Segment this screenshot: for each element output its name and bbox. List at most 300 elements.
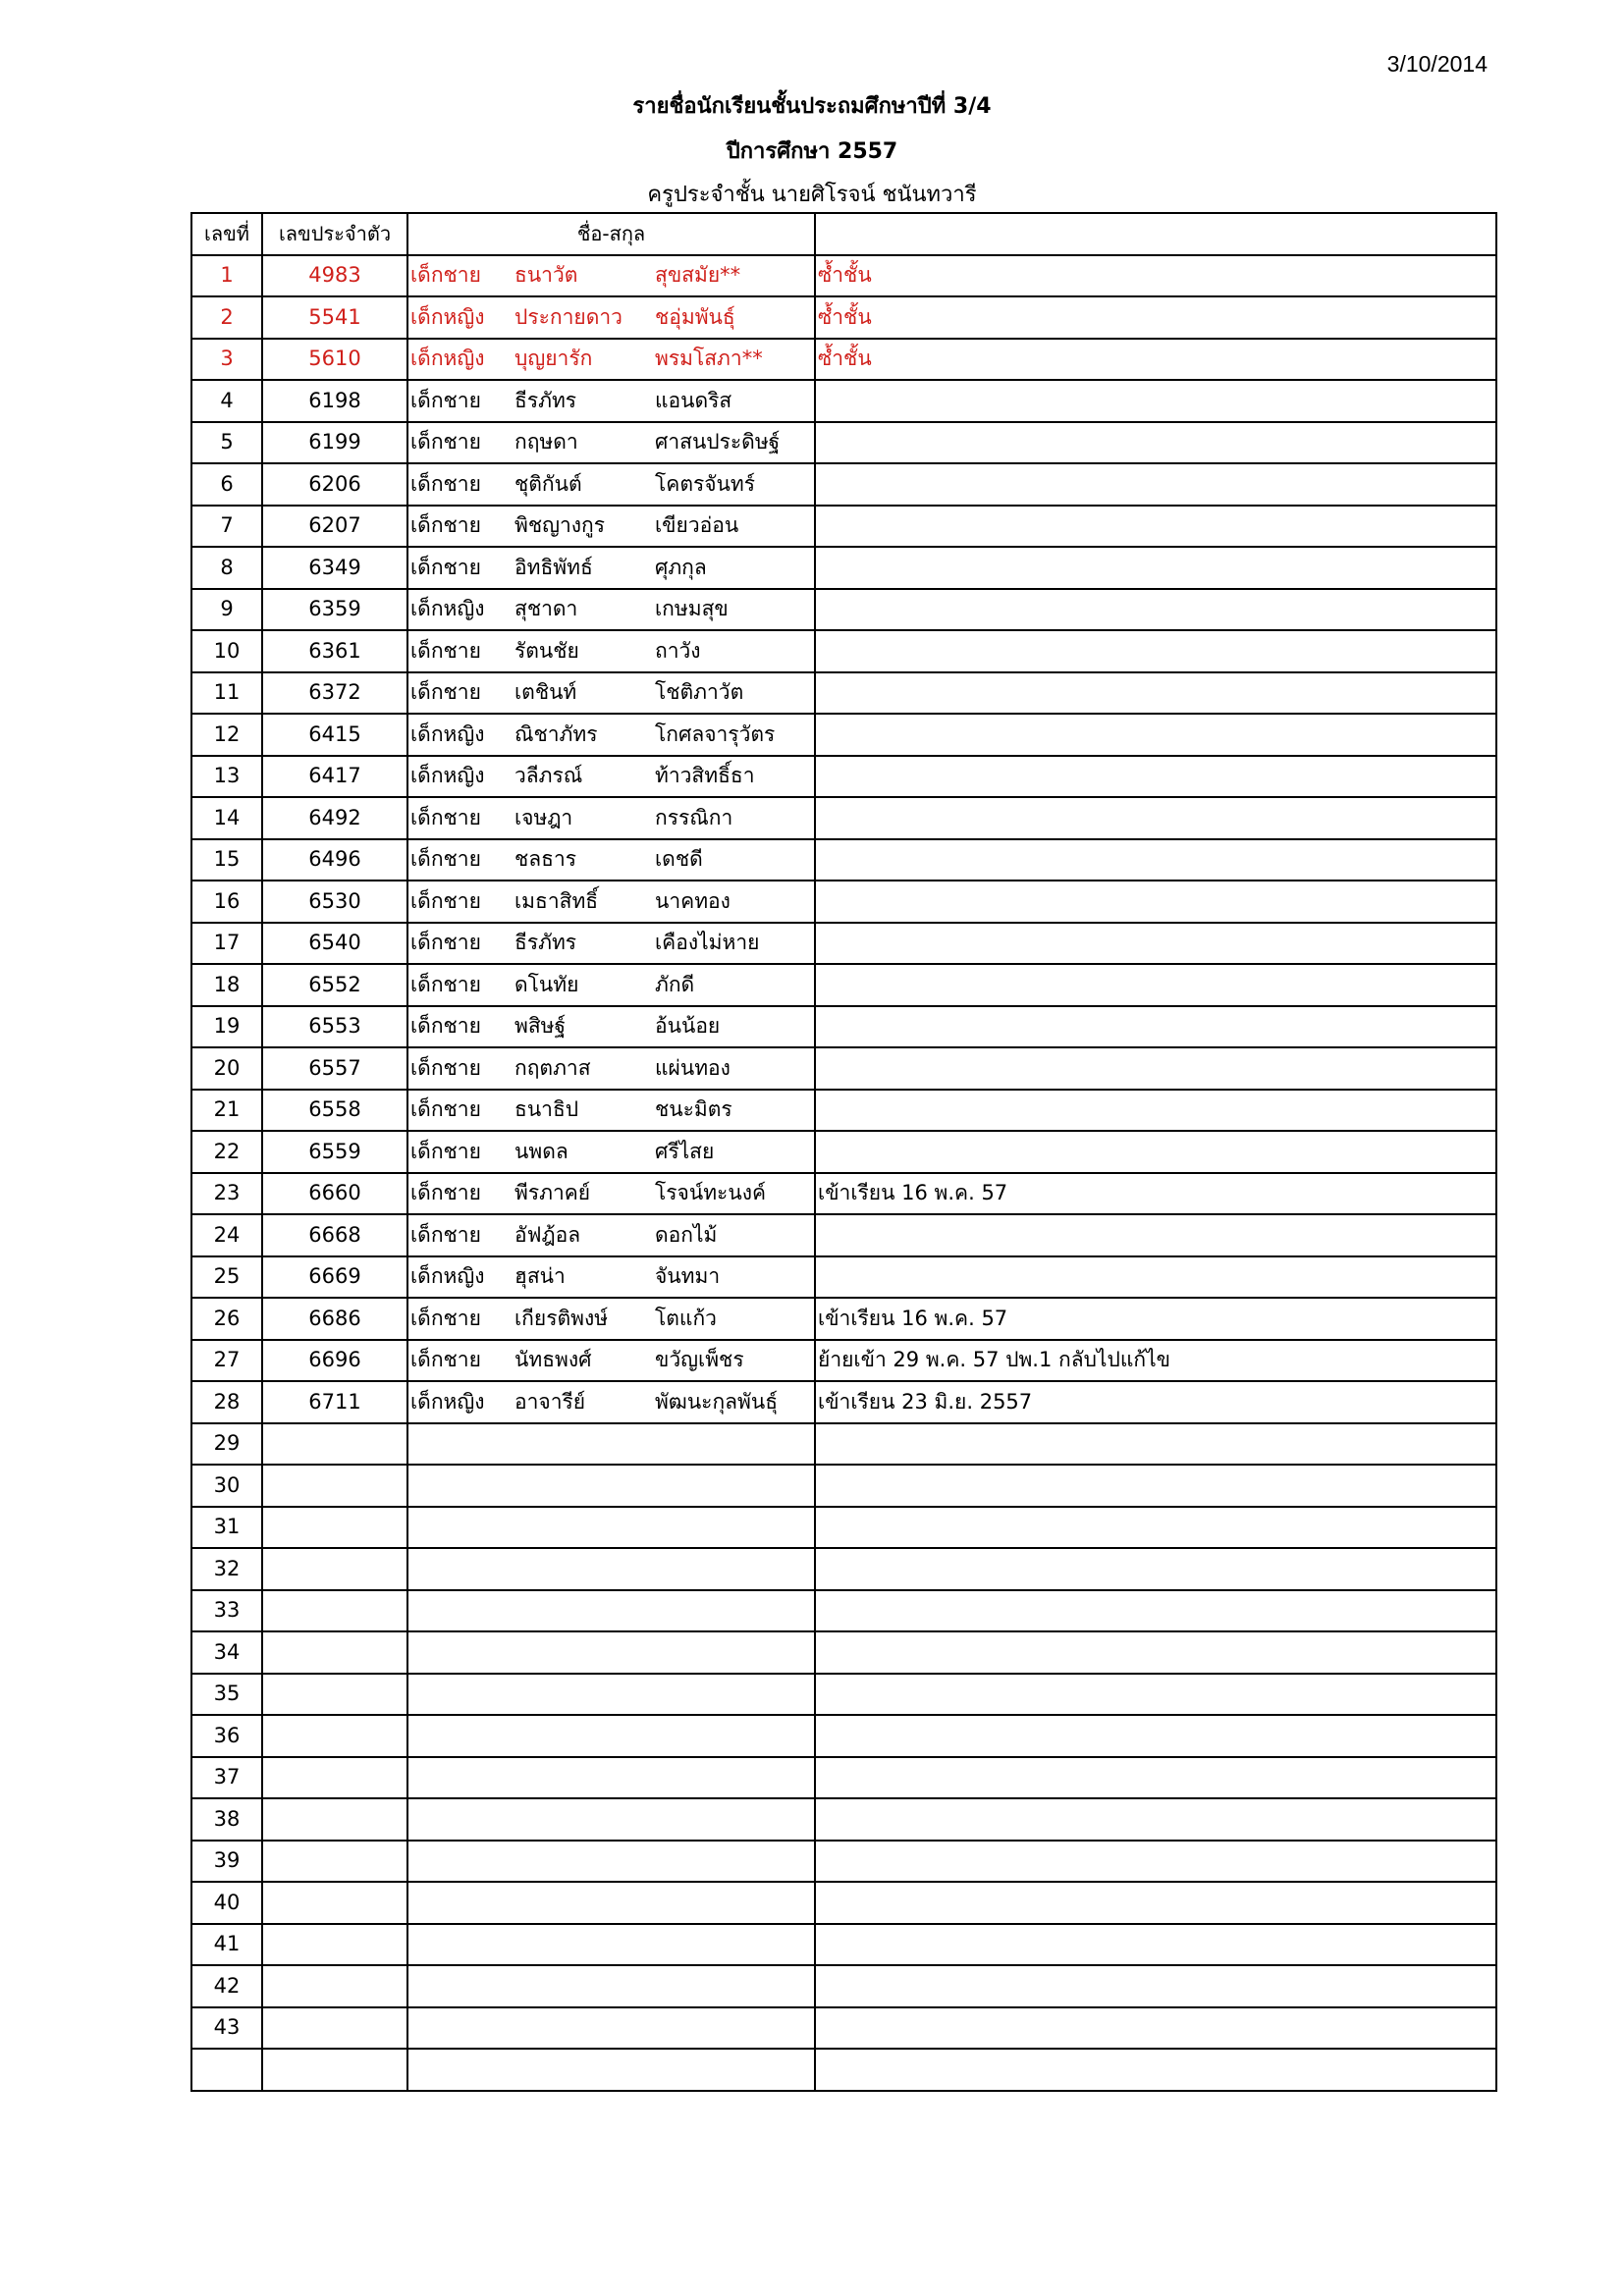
table-row xyxy=(191,1256,1496,1299)
cell-prefix: เด็กชาย xyxy=(407,881,511,923)
cell-prefix: เด็กหญิง xyxy=(407,296,511,339)
table-row xyxy=(191,630,1496,672)
cell-prefix: เด็กชาย xyxy=(407,1047,511,1090)
cell-note xyxy=(815,1841,1496,1883)
cell-first-name: อาจารีย์ xyxy=(511,1381,651,1423)
cell-last-name: โชติภาวัต xyxy=(651,672,815,715)
cell-student-id: 6559 xyxy=(262,1131,407,1173)
table-row xyxy=(191,380,1496,422)
table-row xyxy=(191,1924,1496,1966)
table-row xyxy=(191,1798,1496,1841)
cell-no: 22 xyxy=(191,1131,262,1173)
cell-student-id xyxy=(262,1965,407,2007)
cell-no: 43 xyxy=(191,2007,262,2050)
cell-first-name: ดโนทัย xyxy=(511,964,651,1006)
cell-no: 4 xyxy=(191,380,262,422)
table-row xyxy=(191,714,1496,756)
cell-student-id: 6552 xyxy=(262,964,407,1006)
cell-last-name: โตแก้ว xyxy=(651,1298,815,1340)
cell-note xyxy=(815,380,1496,422)
cell-no: 23 xyxy=(191,1173,262,1215)
cell-last-name: ขวัญเพ็ชร xyxy=(651,1340,815,1382)
print-date: 3/10/2014 xyxy=(1386,51,1488,77)
table-row xyxy=(191,1465,1496,1507)
cell-no: 12 xyxy=(191,714,262,756)
cell-first-name: เกียรติพงษ์ xyxy=(511,1298,651,1340)
cell-student-id: 6415 xyxy=(262,714,407,756)
cell-last-name xyxy=(651,1757,815,1799)
cell-prefix xyxy=(407,1631,511,1674)
cell-student-id: 6359 xyxy=(262,589,407,631)
cell-first-name: กฤษดา xyxy=(511,422,651,464)
table-row xyxy=(191,547,1496,589)
cell-student-id: 6361 xyxy=(262,630,407,672)
cell-no: 41 xyxy=(191,1924,262,1966)
cell-prefix: เด็กหญิง xyxy=(407,1256,511,1299)
table-row xyxy=(191,255,1496,297)
cell-last-name xyxy=(651,1841,815,1883)
cell-prefix xyxy=(407,2049,511,2091)
cell-student-id: 6669 xyxy=(262,1256,407,1299)
cell-last-name: ศาสนประดิษฐ์ xyxy=(651,422,815,464)
cell-student-id: 6349 xyxy=(262,547,407,589)
cell-prefix: เด็กชาย xyxy=(407,839,511,881)
cell-student-id: 6711 xyxy=(262,1381,407,1423)
homeroom-teacher: ครูประจำชั้น นายศิโรจน์ ชนันทวารี xyxy=(647,183,977,207)
cell-student-id xyxy=(262,1465,407,1507)
cell-no: 17 xyxy=(191,923,262,965)
table-row xyxy=(191,1841,1496,1883)
cell-first-name: ธนาวัต xyxy=(511,255,651,297)
cell-student-id xyxy=(262,1841,407,1883)
cell-last-name xyxy=(651,1715,815,1757)
cell-no: 5 xyxy=(191,422,262,464)
cell-no: 13 xyxy=(191,756,262,798)
table-row xyxy=(191,506,1496,548)
cell-prefix: เด็กชาย xyxy=(407,1340,511,1382)
cell-last-name xyxy=(651,1965,815,2007)
cell-first-name xyxy=(511,1757,651,1799)
cell-student-id xyxy=(262,1548,407,1590)
cell-prefix: เด็กชาย xyxy=(407,923,511,965)
cell-last-name: ชอุ่มพันธุ์ xyxy=(651,296,815,339)
table-row xyxy=(191,1882,1496,1924)
cell-last-name: ท้าวสิทธิ์ธา xyxy=(651,756,815,798)
cell-note xyxy=(815,1965,1496,2007)
cell-note xyxy=(815,1882,1496,1924)
cell-first-name: เตชินท์ xyxy=(511,672,651,715)
cell-first-name: พสิษฐ์ xyxy=(511,1006,651,1048)
cell-note xyxy=(815,1507,1496,1549)
cell-prefix: เด็กหญิง xyxy=(407,714,511,756)
cell-first-name: ธนาธิป xyxy=(511,1090,651,1132)
table-row xyxy=(191,756,1496,798)
cell-student-id: 5610 xyxy=(262,339,407,381)
cell-note: เข้าเรียน 16 พ.ค. 57 xyxy=(815,1298,1496,1340)
cell-student-id: 6492 xyxy=(262,797,407,839)
cell-last-name: ชนะมิตร xyxy=(651,1090,815,1132)
table-row xyxy=(191,463,1496,506)
cell-prefix: เด็กชาย xyxy=(407,630,511,672)
cell-last-name xyxy=(651,1507,815,1549)
cell-no: 33 xyxy=(191,1590,262,1632)
cell-no: 6 xyxy=(191,463,262,506)
cell-note xyxy=(815,1631,1496,1674)
cell-first-name: เมธาสิทธิ์ xyxy=(511,881,651,923)
cell-first-name xyxy=(511,1507,651,1549)
table-row xyxy=(191,1965,1496,2007)
table-row xyxy=(191,1715,1496,1757)
cell-last-name: จันทมา xyxy=(651,1256,815,1299)
table-row xyxy=(191,589,1496,631)
cell-first-name: ธีรภัทร xyxy=(511,923,651,965)
cell-note xyxy=(815,797,1496,839)
table-row xyxy=(191,797,1496,839)
cell-first-name: ฮุสน่า xyxy=(511,1256,651,1299)
cell-no: 16 xyxy=(191,881,262,923)
cell-student-id: 6206 xyxy=(262,463,407,506)
cell-first-name xyxy=(511,1674,651,1716)
table-row xyxy=(191,1590,1496,1632)
cell-student-id: 6530 xyxy=(262,881,407,923)
cell-no: 31 xyxy=(191,1507,262,1549)
cell-no: 29 xyxy=(191,1423,262,1466)
cell-note: ซ้ำชั้น xyxy=(815,296,1496,339)
cell-prefix: เด็กชาย xyxy=(407,380,511,422)
cell-prefix: เด็กหญิง xyxy=(407,339,511,381)
table-row xyxy=(191,1548,1496,1590)
cell-note xyxy=(815,1798,1496,1841)
cell-first-name: วลีภรณ์ xyxy=(511,756,651,798)
cell-last-name xyxy=(651,1882,815,1924)
cell-last-name: อ้นน้อย xyxy=(651,1006,815,1048)
cell-no: 9 xyxy=(191,589,262,631)
cell-first-name xyxy=(511,1882,651,1924)
cell-prefix: เด็กชาย xyxy=(407,1090,511,1132)
cell-no: 39 xyxy=(191,1841,262,1883)
cell-first-name: ชุติกันต์ xyxy=(511,463,651,506)
cell-student-id xyxy=(262,1674,407,1716)
cell-first-name xyxy=(511,1423,651,1466)
cell-no: 1 xyxy=(191,255,262,297)
cell-note xyxy=(815,589,1496,631)
header-name: ชื่อ-สกุล xyxy=(407,213,815,255)
cell-no: 18 xyxy=(191,964,262,1006)
header-no: เลขที่ xyxy=(191,213,262,255)
cell-prefix xyxy=(407,1798,511,1841)
cell-note xyxy=(815,1548,1496,1590)
cell-prefix: เด็กชาย xyxy=(407,1173,511,1215)
cell-no: 36 xyxy=(191,1715,262,1757)
cell-prefix: เด็กชาย xyxy=(407,255,511,297)
cell-last-name: ศุภกุล xyxy=(651,547,815,589)
cell-last-name xyxy=(651,1924,815,1966)
cell-prefix xyxy=(407,1674,511,1716)
cell-note xyxy=(815,756,1496,798)
table-row xyxy=(191,839,1496,881)
cell-no: 2 xyxy=(191,296,262,339)
cell-no: 3 xyxy=(191,339,262,381)
cell-last-name xyxy=(651,1674,815,1716)
cell-note xyxy=(815,1047,1496,1090)
cell-first-name: นพดล xyxy=(511,1131,651,1173)
cell-note: ซ้ำชั้น xyxy=(815,255,1496,297)
cell-student-id xyxy=(262,1423,407,1466)
cell-last-name: โกศลจารุวัตร xyxy=(651,714,815,756)
cell-note xyxy=(815,1715,1496,1757)
cell-note xyxy=(815,1006,1496,1048)
cell-first-name: ชลธาร xyxy=(511,839,651,881)
cell-last-name xyxy=(651,1590,815,1632)
cell-note xyxy=(815,630,1496,672)
cell-student-id: 6207 xyxy=(262,506,407,548)
cell-prefix: เด็กชาย xyxy=(407,1214,511,1256)
cell-prefix: เด็กชาย xyxy=(407,672,511,715)
cell-no: 10 xyxy=(191,630,262,672)
cell-no: 19 xyxy=(191,1006,262,1048)
cell-student-id xyxy=(262,2007,407,2050)
cell-student-id: 6417 xyxy=(262,756,407,798)
cell-student-id: 6557 xyxy=(262,1047,407,1090)
table-header-row xyxy=(191,213,1496,255)
cell-no: 40 xyxy=(191,1882,262,1924)
cell-note: ย้ายเข้า 29 พ.ค. 57 ปพ.1 กลับไปแก้ไข xyxy=(815,1340,1496,1382)
table-row xyxy=(191,1173,1496,1215)
cell-prefix: เด็กหญิง xyxy=(407,756,511,798)
cell-last-name: แอนดริส xyxy=(651,380,815,422)
cell-no: 35 xyxy=(191,1674,262,1716)
cell-student-id: 4983 xyxy=(262,255,407,297)
cell-no: 15 xyxy=(191,839,262,881)
cell-first-name xyxy=(511,1548,651,1590)
table-row xyxy=(191,1674,1496,1716)
cell-last-name: ภักดี xyxy=(651,964,815,1006)
table-row xyxy=(191,1047,1496,1090)
cell-no: 42 xyxy=(191,1965,262,2007)
cell-first-name: พิชญางกูร xyxy=(511,506,651,548)
cell-student-id xyxy=(262,1631,407,1674)
table-row xyxy=(191,1131,1496,1173)
cell-prefix xyxy=(407,1965,511,2007)
cell-prefix xyxy=(407,1548,511,1590)
cell-last-name: ถาวัง xyxy=(651,630,815,672)
cell-student-id: 6553 xyxy=(262,1006,407,1048)
academic-year: ปีการศึกษา 2557 xyxy=(726,139,898,164)
cell-prefix: เด็กชาย xyxy=(407,1131,511,1173)
cell-prefix xyxy=(407,1757,511,1799)
cell-note xyxy=(815,923,1496,965)
cell-last-name xyxy=(651,1465,815,1507)
cell-note xyxy=(815,1924,1496,1966)
cell-first-name: ธีรภัทร xyxy=(511,380,651,422)
cell-note xyxy=(815,714,1496,756)
cell-last-name: เดชดี xyxy=(651,839,815,881)
cell-first-name xyxy=(511,1715,651,1757)
cell-note xyxy=(815,547,1496,589)
cell-note xyxy=(815,672,1496,715)
cell-first-name: ณิชาภัทร xyxy=(511,714,651,756)
cell-first-name: เจษฎา xyxy=(511,797,651,839)
table-row xyxy=(191,672,1496,715)
cell-student-id: 6668 xyxy=(262,1214,407,1256)
cell-note: เข้าเรียน 16 พ.ค. 57 xyxy=(815,1173,1496,1215)
cell-student-id: 6496 xyxy=(262,839,407,881)
cell-prefix xyxy=(407,1924,511,1966)
cell-student-id xyxy=(262,1882,407,1924)
table-row xyxy=(191,923,1496,965)
table-row xyxy=(191,296,1496,339)
cell-note xyxy=(815,964,1496,1006)
table-row xyxy=(191,422,1496,464)
table-row xyxy=(191,1090,1496,1132)
cell-last-name: พัฒนะกุลพันธุ์ xyxy=(651,1381,815,1423)
cell-note xyxy=(815,1256,1496,1299)
table-row xyxy=(191,1214,1496,1256)
cell-first-name: กฤตภาส xyxy=(511,1047,651,1090)
cell-first-name: ประกายดาว xyxy=(511,296,651,339)
cell-first-name xyxy=(511,1465,651,1507)
cell-last-name: นาคทอง xyxy=(651,881,815,923)
cell-student-id xyxy=(262,1924,407,1966)
cell-no: 26 xyxy=(191,1298,262,1340)
cell-no: 14 xyxy=(191,797,262,839)
cell-first-name: นัทธพงศ์ xyxy=(511,1340,651,1382)
table-row xyxy=(191,881,1496,923)
cell-note xyxy=(815,2007,1496,2050)
cell-prefix xyxy=(407,1590,511,1632)
cell-note xyxy=(815,1131,1496,1173)
header-student-id: เลขประจำตัว xyxy=(262,213,407,255)
cell-first-name xyxy=(511,2007,651,2050)
cell-student-id xyxy=(262,1757,407,1799)
cell-prefix xyxy=(407,1715,511,1757)
cell-no: 30 xyxy=(191,1465,262,1507)
table-row xyxy=(191,1757,1496,1799)
cell-no: 37 xyxy=(191,1757,262,1799)
table-row xyxy=(191,2049,1496,2091)
cell-prefix: เด็กชาย xyxy=(407,1298,511,1340)
cell-student-id: 6198 xyxy=(262,380,407,422)
header-note xyxy=(815,213,1496,255)
cell-note xyxy=(815,1090,1496,1132)
cell-last-name: กรรณิกา xyxy=(651,797,815,839)
table-row xyxy=(191,1423,1496,1466)
cell-no: 11 xyxy=(191,672,262,715)
cell-note xyxy=(815,839,1496,881)
cell-prefix xyxy=(407,1841,511,1883)
cell-first-name xyxy=(511,1841,651,1883)
cell-no: 20 xyxy=(191,1047,262,1090)
page-title: รายชื่อนักเรียนชั้นประถมศึกษาปีที่ 3/4 xyxy=(632,94,992,119)
cell-first-name xyxy=(511,1965,651,2007)
cell-note xyxy=(815,506,1496,548)
cell-student-id: 6540 xyxy=(262,923,407,965)
cell-first-name xyxy=(511,1631,651,1674)
cell-note xyxy=(815,881,1496,923)
table-row xyxy=(191,1298,1496,1340)
table-row xyxy=(191,1631,1496,1674)
cell-note xyxy=(815,1674,1496,1716)
cell-no: 25 xyxy=(191,1256,262,1299)
cell-note xyxy=(815,1465,1496,1507)
cell-student-id xyxy=(262,1507,407,1549)
cell-student-id xyxy=(262,1715,407,1757)
cell-prefix xyxy=(407,2007,511,2050)
cell-prefix xyxy=(407,1423,511,1466)
cell-last-name: โรจน์ทะนงค์ xyxy=(651,1173,815,1215)
cell-last-name: เกษมสุข xyxy=(651,589,815,631)
cell-note: ซ้ำชั้น xyxy=(815,339,1496,381)
cell-last-name: โคตรจันทร์ xyxy=(651,463,815,506)
cell-note xyxy=(815,1423,1496,1466)
cell-first-name: สุชาดา xyxy=(511,589,651,631)
cell-no: 8 xyxy=(191,547,262,589)
cell-student-id: 6558 xyxy=(262,1090,407,1132)
cell-prefix: เด็กหญิง xyxy=(407,589,511,631)
cell-prefix: เด็กชาย xyxy=(407,463,511,506)
cell-no: 32 xyxy=(191,1548,262,1590)
cell-last-name: เขียวอ่อน xyxy=(651,506,815,548)
cell-prefix xyxy=(407,1507,511,1549)
cell-no: 24 xyxy=(191,1214,262,1256)
cell-note xyxy=(815,1590,1496,1632)
cell-student-id xyxy=(262,2049,407,2091)
table-row xyxy=(191,964,1496,1006)
cell-student-id: 6696 xyxy=(262,1340,407,1382)
cell-student-id xyxy=(262,1798,407,1841)
cell-last-name: พรมโสภา** xyxy=(651,339,815,381)
cell-first-name xyxy=(511,2049,651,2091)
cell-last-name xyxy=(651,1423,815,1466)
cell-first-name xyxy=(511,1924,651,1966)
cell-prefix: เด็กชาย xyxy=(407,547,511,589)
cell-last-name: เคืองไม่หาย xyxy=(651,923,815,965)
cell-student-id: 6660 xyxy=(262,1173,407,1215)
cell-note xyxy=(815,422,1496,464)
cell-note xyxy=(815,1214,1496,1256)
cell-prefix: เด็กชาย xyxy=(407,964,511,1006)
cell-prefix xyxy=(407,1882,511,1924)
cell-last-name xyxy=(651,1548,815,1590)
cell-last-name xyxy=(651,2007,815,2050)
cell-student-id xyxy=(262,1590,407,1632)
cell-note xyxy=(815,463,1496,506)
cell-prefix xyxy=(407,1465,511,1507)
cell-last-name xyxy=(651,1631,815,1674)
cell-prefix: เด็กชาย xyxy=(407,797,511,839)
cell-first-name: อัฟฎ้อล xyxy=(511,1214,651,1256)
cell-student-id: 5541 xyxy=(262,296,407,339)
cell-first-name: รัตนชัย xyxy=(511,630,651,672)
table-row xyxy=(191,2007,1496,2050)
cell-prefix: เด็กชาย xyxy=(407,1006,511,1048)
student-roster-table xyxy=(190,212,1497,2092)
cell-no: 28 xyxy=(191,1381,262,1423)
cell-student-id: 6686 xyxy=(262,1298,407,1340)
cell-no: 21 xyxy=(191,1090,262,1132)
table-row xyxy=(191,1006,1496,1048)
table-row xyxy=(191,1340,1496,1382)
cell-first-name: อิทธิพัทธ์ xyxy=(511,547,651,589)
cell-last-name: ศรีไสย xyxy=(651,1131,815,1173)
cell-note xyxy=(815,2049,1496,2091)
cell-first-name: พีรภาคย์ xyxy=(511,1173,651,1215)
cell-note: เข้าเรียน 23 มิ.ย. 2557 xyxy=(815,1381,1496,1423)
cell-prefix: เด็กชาย xyxy=(407,422,511,464)
cell-first-name: บุญยารัก xyxy=(511,339,651,381)
cell-first-name xyxy=(511,1798,651,1841)
cell-first-name xyxy=(511,1590,651,1632)
